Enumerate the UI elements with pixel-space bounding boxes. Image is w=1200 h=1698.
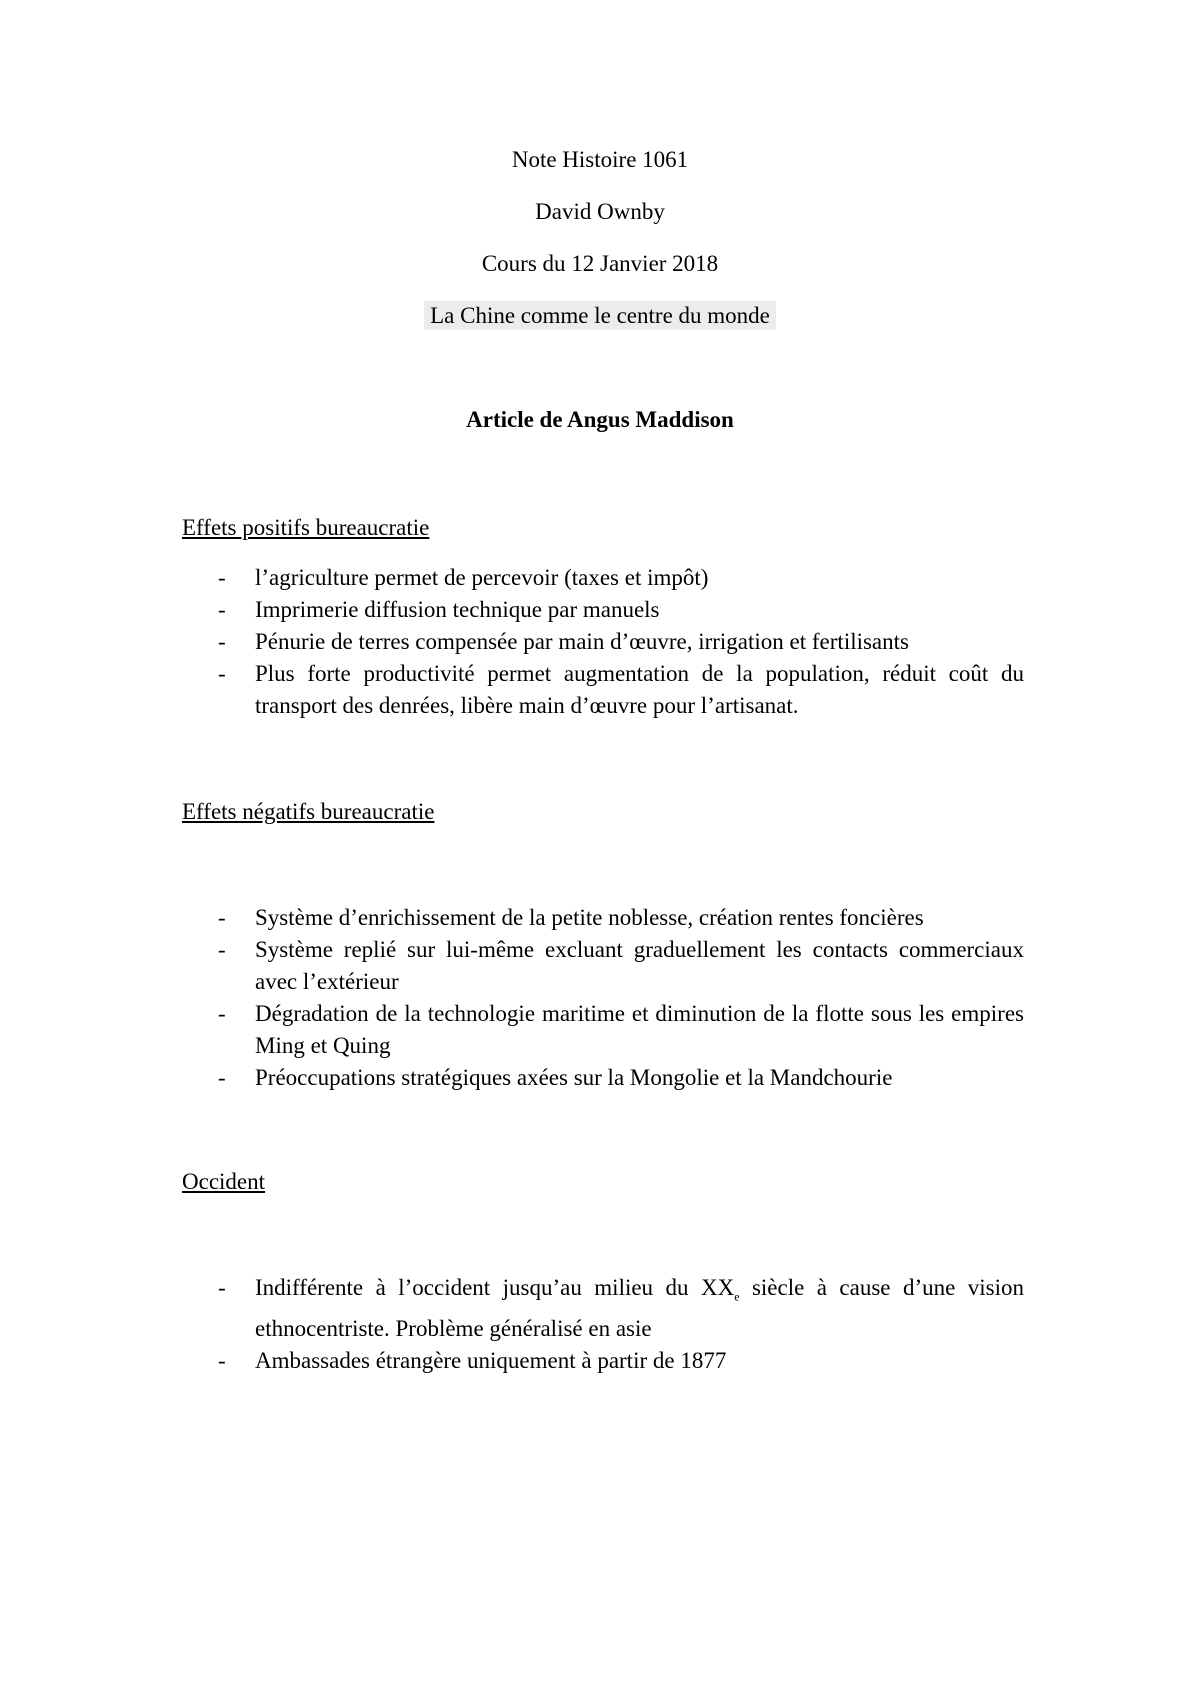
positive-effects-list: [218, 562, 1024, 722]
bullet-dash: -: [218, 1065, 226, 1090]
list-item: - Pénurie de terres compensée par main d’œuvre, irrigation et fertilisants: [218, 626, 1024, 658]
list-item: - l’agriculture permet de percevoir (taxes et impôt): [218, 562, 1024, 594]
occident-list: [218, 1272, 1024, 1377]
lecture-date: Cours du 12 Janvier 2018: [481, 251, 719, 276]
bullet-dash: -: [218, 1347, 226, 1373]
bullet-dash: -: [218, 629, 226, 654]
century-subscript: e: [734, 1289, 740, 1304]
bullet-dash: -: [218, 661, 226, 686]
list-item: - Dégradation de la technologie maritime et diminution de la flotte sous les empires Ming et Quing: [218, 998, 1024, 1062]
list-item: - Ambassades étrangère uniquement à partir de 1877: [218, 1345, 1024, 1377]
professor-name: David Ownby: [535, 199, 665, 224]
section-heading-negative: Effets négatifs bureaucratie: [182, 799, 435, 824]
subtitle-line: [0, 302, 1200, 330]
bullet-dash: -: [218, 565, 226, 590]
list-item: - Plus forte productivité permet augmentation de la population, réduit coût du transport des denrées, libère main d’œuvre pour l’artisanat.: [218, 658, 1024, 722]
article-title: Article de Angus Maddison: [466, 407, 734, 432]
list-item: - Système d’enrichissement de la petite noblesse, création rentes foncières: [218, 902, 1024, 934]
section-heading-positive: Effets positifs bureaucratie: [182, 515, 430, 540]
bullet-dash: -: [218, 905, 226, 930]
bullet-dash: -: [218, 597, 226, 622]
bullet-dash: -: [218, 1001, 226, 1026]
course-title: Note Histoire 1061: [511, 147, 689, 172]
bullet-dash: -: [218, 937, 226, 962]
list-item: - Indifférente à l’occident jusqu’au milieu du $XX_e$ siècle à cause d’une vision ethnocentriste. Problème généralisé en asie: [218, 1272, 1024, 1345]
lecture-subtitle: La Chine comme le centre du monde: [424, 301, 776, 330]
list-item: - Système replié sur lui-même excluant graduellement les contacts commerciaux avec l’extérieur: [218, 934, 1024, 998]
list-item: - Imprimerie diffusion technique par manuels: [218, 594, 1024, 626]
list-item: - Préoccupations stratégiques axées sur la Mongolie et la Mandchourie: [218, 1062, 1024, 1094]
negative-effects-list: [218, 902, 1024, 1094]
bullet-dash: -: [218, 1275, 226, 1300]
section-heading-occident: Occident: [182, 1169, 266, 1194]
